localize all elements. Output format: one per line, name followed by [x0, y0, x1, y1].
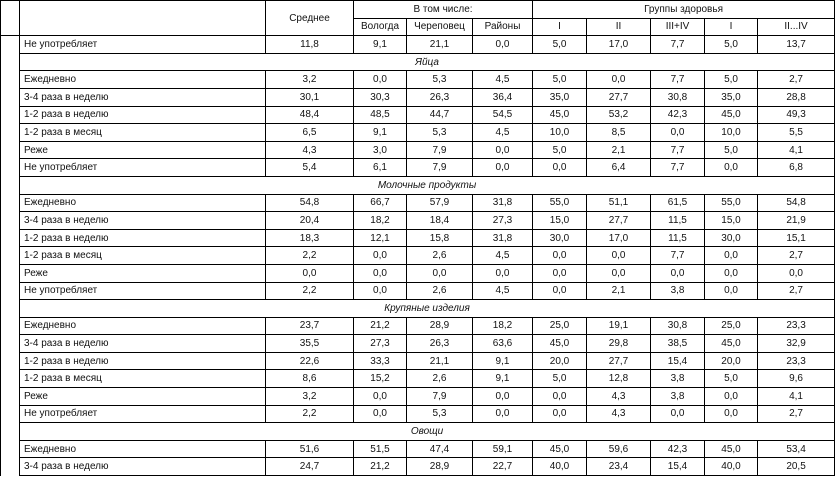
- table-row: [1, 405, 835, 423]
- stub-header-cell: [1, 1, 20, 36]
- value-cell: 0,0: [473, 264, 533, 282]
- value-cell: 2,7: [758, 405, 835, 423]
- section-row: [1, 176, 835, 194]
- value-cell: 5,0: [705, 141, 758, 159]
- table-row: [1, 282, 835, 300]
- stub-cell: [1, 53, 20, 71]
- value-cell: 15,0: [705, 212, 758, 230]
- value-cell: 4,3: [266, 141, 354, 159]
- value-cell: 2,7: [758, 71, 835, 89]
- value-cell: 33,3: [354, 352, 407, 370]
- value-cell: 5,0: [533, 141, 587, 159]
- stub-cell: [1, 71, 20, 89]
- value-cell: 27,3: [473, 212, 533, 230]
- value-cell: 0,0: [354, 405, 407, 423]
- value-cell: 6,8: [758, 159, 835, 177]
- value-cell: 66,7: [354, 194, 407, 212]
- value-cell: 23,7: [266, 317, 354, 335]
- row-label: 1-2 раза в месяц: [20, 370, 266, 388]
- row-label-header-cell: [20, 1, 266, 36]
- value-cell: 31,8: [473, 194, 533, 212]
- value-cell: 0,0: [651, 264, 705, 282]
- value-cell: 63,6: [473, 335, 533, 353]
- value-cell: 7,7: [651, 71, 705, 89]
- value-cell: 30,3: [354, 88, 407, 106]
- stub-cell: [1, 282, 20, 300]
- value-cell: 5,0: [705, 370, 758, 388]
- value-cell: 22,6: [266, 352, 354, 370]
- value-cell: 61,5: [651, 194, 705, 212]
- value-cell: 15,1: [758, 229, 835, 247]
- table-row: [1, 370, 835, 388]
- value-cell: 28,9: [407, 458, 473, 476]
- value-cell: 10,0: [533, 124, 587, 142]
- value-cell: 40,0: [705, 458, 758, 476]
- row-label: 1-2 раза в неделю: [20, 352, 266, 370]
- table-row: [1, 124, 835, 142]
- section-row: [1, 53, 835, 71]
- value-cell: 6,5: [266, 124, 354, 142]
- row-label: 3-4 раза в неделю: [20, 212, 266, 230]
- value-cell: 54,8: [758, 194, 835, 212]
- table-row: [1, 317, 835, 335]
- value-cell: 6,4: [587, 159, 651, 177]
- value-cell: 0,0: [587, 71, 651, 89]
- value-cell: 4,1: [758, 141, 835, 159]
- value-cell: 0,0: [533, 388, 587, 406]
- row-label: 3-4 раза в неделю: [20, 335, 266, 353]
- value-cell: 18,2: [473, 317, 533, 335]
- stub-cell: [1, 159, 20, 177]
- row-label: Не употребляет: [20, 405, 266, 423]
- section-row: [1, 423, 835, 441]
- value-cell: 55,0: [533, 194, 587, 212]
- value-cell: 7,7: [651, 36, 705, 54]
- section-title: Крупяные изделия: [20, 300, 835, 318]
- col-header-districts: Районы: [473, 18, 533, 36]
- value-cell: 21,1: [407, 36, 473, 54]
- value-cell: 11,8: [266, 36, 354, 54]
- value-cell: 15,4: [651, 458, 705, 476]
- table-row: [1, 264, 835, 282]
- value-cell: 54,5: [473, 106, 533, 124]
- value-cell: 4,5: [473, 282, 533, 300]
- value-cell: 0,0: [354, 388, 407, 406]
- value-cell: 11,5: [651, 229, 705, 247]
- value-cell: 45,0: [533, 335, 587, 353]
- value-cell: 4,3: [587, 388, 651, 406]
- value-cell: 12,1: [354, 229, 407, 247]
- value-cell: 17,0: [587, 36, 651, 54]
- value-cell: 42,3: [651, 440, 705, 458]
- col-header-vologda: Вологда: [354, 18, 407, 36]
- row-label: Реже: [20, 141, 266, 159]
- value-cell: 3,2: [266, 71, 354, 89]
- value-cell: 20,5: [758, 458, 835, 476]
- value-cell: 9,1: [473, 370, 533, 388]
- table-row: [1, 229, 835, 247]
- table-row: [1, 352, 835, 370]
- table-row: [1, 388, 835, 406]
- value-cell: 15,0: [533, 212, 587, 230]
- value-cell: 0,0: [473, 405, 533, 423]
- section-title: Овощи: [20, 423, 835, 441]
- value-cell: 23,3: [758, 317, 835, 335]
- value-cell: 7,7: [651, 141, 705, 159]
- value-cell: 20,0: [705, 352, 758, 370]
- value-cell: 4,5: [473, 124, 533, 142]
- row-label: Реже: [20, 264, 266, 282]
- value-cell: 2,6: [407, 282, 473, 300]
- value-cell: 48,5: [354, 106, 407, 124]
- value-cell: 4,3: [587, 405, 651, 423]
- value-cell: 0,0: [533, 247, 587, 265]
- value-cell: 0,0: [407, 264, 473, 282]
- value-cell: 0,0: [473, 159, 533, 177]
- value-cell: 12,8: [587, 370, 651, 388]
- value-cell: 0,0: [651, 124, 705, 142]
- value-cell: 0,0: [587, 264, 651, 282]
- value-cell: 0,0: [473, 388, 533, 406]
- value-cell: 26,3: [407, 88, 473, 106]
- value-cell: 26,3: [407, 335, 473, 353]
- value-cell: 30,1: [266, 88, 354, 106]
- value-cell: 2,2: [266, 247, 354, 265]
- col-header-cherepovets: Череповец: [407, 18, 473, 36]
- value-cell: 27,7: [587, 352, 651, 370]
- value-cell: 7,9: [407, 159, 473, 177]
- value-cell: 0,0: [705, 282, 758, 300]
- value-cell: 2,1: [587, 141, 651, 159]
- row-label: Не употребляет: [20, 159, 266, 177]
- value-cell: 2,2: [266, 405, 354, 423]
- row-label: 1-2 раза в неделю: [20, 229, 266, 247]
- value-cell: 0,0: [473, 141, 533, 159]
- health-group-header: Группы здоровья: [533, 1, 835, 19]
- stub-cell: [1, 458, 20, 476]
- table-row: [1, 71, 835, 89]
- value-cell: 4,1: [758, 388, 835, 406]
- value-cell: 0,0: [533, 159, 587, 177]
- table-row: [1, 106, 835, 124]
- value-cell: 32,9: [758, 335, 835, 353]
- value-cell: 27,3: [354, 335, 407, 353]
- row-label: 1-2 раза в неделю: [20, 106, 266, 124]
- value-cell: 13,7: [758, 36, 835, 54]
- value-cell: 20,0: [533, 352, 587, 370]
- table-row: [1, 88, 835, 106]
- value-cell: 42,3: [651, 106, 705, 124]
- table-row: [1, 194, 835, 212]
- row-label: 3-4 раза в неделю: [20, 88, 266, 106]
- value-cell: 45,0: [533, 440, 587, 458]
- value-cell: 48,4: [266, 106, 354, 124]
- value-cell: 45,0: [705, 106, 758, 124]
- stub-cell: [1, 300, 20, 318]
- value-cell: 0,0: [533, 282, 587, 300]
- value-cell: 36,4: [473, 88, 533, 106]
- value-cell: 24,7: [266, 458, 354, 476]
- value-cell: 11,5: [651, 212, 705, 230]
- value-cell: 5,3: [407, 71, 473, 89]
- value-cell: 3,8: [651, 388, 705, 406]
- value-cell: 15,2: [354, 370, 407, 388]
- value-cell: 30,0: [533, 229, 587, 247]
- table-row: [1, 212, 835, 230]
- row-label: Не употребляет: [20, 36, 266, 54]
- value-cell: 2,6: [407, 247, 473, 265]
- row-label: Не употребляет: [20, 282, 266, 300]
- value-cell: 21,1: [407, 352, 473, 370]
- value-cell: 9,1: [354, 124, 407, 142]
- value-cell: 28,9: [407, 317, 473, 335]
- value-cell: 30,0: [705, 229, 758, 247]
- stub-cell: [1, 423, 20, 441]
- stub-cell: [1, 194, 20, 212]
- value-cell: 0,0: [533, 264, 587, 282]
- value-cell: 55,0: [705, 194, 758, 212]
- value-cell: 0,0: [533, 405, 587, 423]
- col-header-health-1-b: I: [705, 18, 758, 36]
- table-row: [1, 440, 835, 458]
- value-cell: 44,7: [407, 106, 473, 124]
- value-cell: 20,4: [266, 212, 354, 230]
- stub-cell: [1, 124, 20, 142]
- value-cell: 2,1: [587, 282, 651, 300]
- table-row: [1, 458, 835, 476]
- value-cell: 15,8: [407, 229, 473, 247]
- value-cell: 0,0: [587, 247, 651, 265]
- col-header-health-3-4: III+IV: [651, 18, 705, 36]
- stub-cell: [1, 405, 20, 423]
- value-cell: 21,2: [354, 317, 407, 335]
- stub-cell: [1, 317, 20, 335]
- value-cell: 5,5: [758, 124, 835, 142]
- value-cell: 18,3: [266, 229, 354, 247]
- stub-cell: [1, 247, 20, 265]
- value-cell: 0,0: [473, 36, 533, 54]
- value-cell: 40,0: [533, 458, 587, 476]
- value-cell: 5,0: [533, 36, 587, 54]
- value-cell: 53,2: [587, 106, 651, 124]
- value-cell: 2,2: [266, 282, 354, 300]
- table-row: [1, 159, 835, 177]
- value-cell: 0,0: [705, 388, 758, 406]
- value-cell: 0,0: [705, 264, 758, 282]
- value-cell: 28,8: [758, 88, 835, 106]
- value-cell: 2,7: [758, 247, 835, 265]
- stub-cell: [1, 335, 20, 353]
- value-cell: 35,0: [533, 88, 587, 106]
- stub-cell: [1, 264, 20, 282]
- value-cell: 22,7: [473, 458, 533, 476]
- value-cell: 8,5: [587, 124, 651, 142]
- table-body: [1, 36, 835, 476]
- value-cell: 45,0: [533, 106, 587, 124]
- table-row: [1, 141, 835, 159]
- value-cell: 25,0: [533, 317, 587, 335]
- value-cell: 35,5: [266, 335, 354, 353]
- value-cell: 0,0: [354, 282, 407, 300]
- stub-cell: [1, 440, 20, 458]
- value-cell: 30,8: [651, 317, 705, 335]
- value-cell: 7,9: [407, 141, 473, 159]
- stub-cell: [1, 388, 20, 406]
- value-cell: 21,9: [758, 212, 835, 230]
- row-label: 1-2 раза в месяц: [20, 247, 266, 265]
- stub-cell: [1, 352, 20, 370]
- value-cell: 27,7: [587, 212, 651, 230]
- col-header-health-2: II: [587, 18, 651, 36]
- stub-cell: [1, 141, 20, 159]
- value-cell: 54,8: [266, 194, 354, 212]
- col-header-health-2-4: II...IV: [758, 18, 835, 36]
- row-label: 3-4 раза в неделю: [20, 458, 266, 476]
- stub-cell: [1, 106, 20, 124]
- stub-cell: [1, 370, 20, 388]
- value-cell: 49,3: [758, 106, 835, 124]
- value-cell: 9,1: [473, 352, 533, 370]
- value-cell: 35,0: [705, 88, 758, 106]
- value-cell: 7,9: [407, 388, 473, 406]
- mean-header: Среднее: [266, 1, 354, 36]
- value-cell: 3,8: [651, 370, 705, 388]
- stub-cell: [1, 229, 20, 247]
- value-cell: 8,6: [266, 370, 354, 388]
- value-cell: 59,6: [587, 440, 651, 458]
- row-label: Ежедневно: [20, 194, 266, 212]
- row-label: Ежедневно: [20, 71, 266, 89]
- value-cell: 45,0: [705, 335, 758, 353]
- table-header: [1, 1, 835, 36]
- value-cell: 0,0: [705, 247, 758, 265]
- value-cell: 5,0: [705, 36, 758, 54]
- value-cell: 27,7: [587, 88, 651, 106]
- value-cell: 0,0: [705, 159, 758, 177]
- value-cell: 4,5: [473, 247, 533, 265]
- value-cell: 51,5: [354, 440, 407, 458]
- value-cell: 3,0: [354, 141, 407, 159]
- section-title: Молочные продукты: [20, 176, 835, 194]
- value-cell: 9,1: [354, 36, 407, 54]
- value-cell: 5,0: [705, 71, 758, 89]
- row-label: Реже: [20, 388, 266, 406]
- stub-cell: [1, 212, 20, 230]
- table-row: [1, 36, 835, 54]
- value-cell: 5,4: [266, 159, 354, 177]
- value-cell: 17,0: [587, 229, 651, 247]
- value-cell: 18,4: [407, 212, 473, 230]
- value-cell: 7,7: [651, 247, 705, 265]
- value-cell: 25,0: [705, 317, 758, 335]
- table-row: [1, 247, 835, 265]
- table-row: [1, 335, 835, 353]
- value-cell: 19,1: [587, 317, 651, 335]
- value-cell: 29,8: [587, 335, 651, 353]
- value-cell: 53,4: [758, 440, 835, 458]
- col-header-health-1: I: [533, 18, 587, 36]
- value-cell: 0,0: [354, 71, 407, 89]
- row-label: 1-2 раза в месяц: [20, 124, 266, 142]
- value-cell: 0,0: [705, 405, 758, 423]
- value-cell: 57,9: [407, 194, 473, 212]
- value-cell: 59,1: [473, 440, 533, 458]
- value-cell: 9,6: [758, 370, 835, 388]
- value-cell: 47,4: [407, 440, 473, 458]
- including-group-header: В том числе:: [354, 1, 533, 19]
- value-cell: 7,7: [651, 159, 705, 177]
- value-cell: 0,0: [758, 264, 835, 282]
- value-cell: 51,6: [266, 440, 354, 458]
- stub-cell: [1, 88, 20, 106]
- value-cell: 38,5: [651, 335, 705, 353]
- stub-cell: [1, 36, 20, 54]
- value-cell: 21,2: [354, 458, 407, 476]
- stub-cell: [1, 176, 20, 194]
- value-cell: 5,3: [407, 405, 473, 423]
- value-cell: 0,0: [651, 405, 705, 423]
- value-cell: 23,4: [587, 458, 651, 476]
- value-cell: 0,0: [354, 264, 407, 282]
- value-cell: 31,8: [473, 229, 533, 247]
- value-cell: 10,0: [705, 124, 758, 142]
- value-cell: 0,0: [354, 247, 407, 265]
- value-cell: 18,2: [354, 212, 407, 230]
- value-cell: 5,0: [533, 71, 587, 89]
- value-cell: 5,3: [407, 124, 473, 142]
- value-cell: 3,2: [266, 388, 354, 406]
- value-cell: 30,8: [651, 88, 705, 106]
- section-row: [1, 300, 835, 318]
- row-label: Ежедневно: [20, 317, 266, 335]
- value-cell: 23,3: [758, 352, 835, 370]
- value-cell: 15,4: [651, 352, 705, 370]
- value-cell: 4,5: [473, 71, 533, 89]
- value-cell: 3,8: [651, 282, 705, 300]
- value-cell: 6,1: [354, 159, 407, 177]
- value-cell: 0,0: [266, 264, 354, 282]
- section-title: Яйца: [20, 53, 835, 71]
- value-cell: 2,7: [758, 282, 835, 300]
- value-cell: 2,6: [407, 370, 473, 388]
- value-cell: 5,0: [533, 370, 587, 388]
- value-cell: 51,1: [587, 194, 651, 212]
- value-cell: 45,0: [705, 440, 758, 458]
- row-label: Ежедневно: [20, 440, 266, 458]
